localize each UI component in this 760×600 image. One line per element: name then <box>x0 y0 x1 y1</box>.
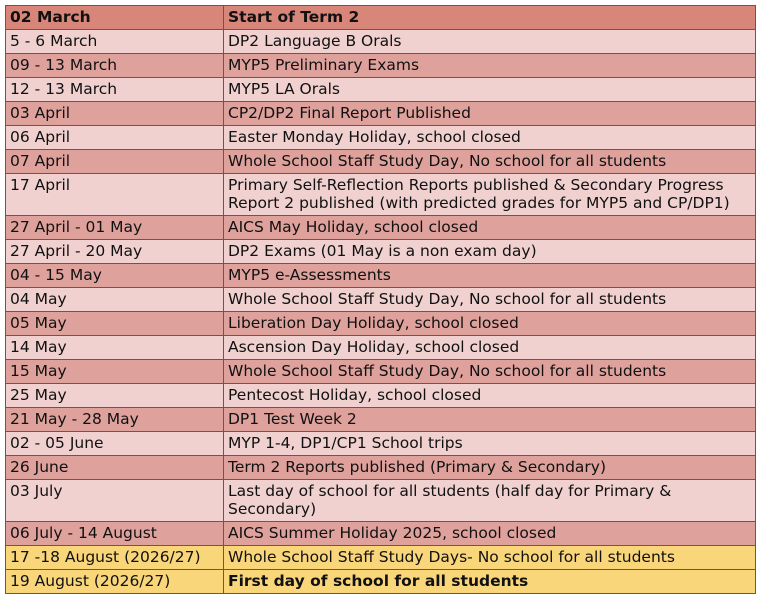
calendar-event-cell: First day of school for all students <box>224 570 756 594</box>
calendar-date-cell: 04 - 15 May <box>6 264 224 288</box>
calendar-date-cell: 06 July - 14 August <box>6 522 224 546</box>
calendar-row <box>6 174 756 216</box>
calendar-event-cell: Pentecost Holiday, school closed <box>224 384 756 408</box>
calendar-date-cell: 12 - 13 March <box>6 78 224 102</box>
calendar-row <box>6 432 756 456</box>
calendar-event-cell: Whole School Staff Study Day, No school for all students <box>224 360 756 384</box>
calendar-date-cell: 17 April <box>6 174 224 216</box>
calendar-event-cell: MYP5 e-Assessments <box>224 264 756 288</box>
calendar-date-cell: 15 May <box>6 360 224 384</box>
calendar-row <box>6 288 756 312</box>
calendar-row <box>6 6 756 30</box>
calendar-date-cell: 26 June <box>6 456 224 480</box>
calendar-date-cell: 02 March <box>6 6 224 30</box>
calendar-event-cell: Ascension Day Holiday, school closed <box>224 336 756 360</box>
calendar-date-cell: 05 May <box>6 312 224 336</box>
calendar-row <box>6 456 756 480</box>
calendar-event-cell: DP2 Exams (01 May is a non exam day) <box>224 240 756 264</box>
calendar-body <box>6 6 756 594</box>
calendar-date-cell: 03 July <box>6 480 224 522</box>
calendar-date-cell: 5 - 6 March <box>6 30 224 54</box>
calendar-row <box>6 30 756 54</box>
calendar-date-cell: 21 May - 28 May <box>6 408 224 432</box>
calendar-row <box>6 150 756 174</box>
calendar-date-cell: 19 August (2026/27) <box>6 570 224 594</box>
calendar-row <box>6 480 756 522</box>
calendar-event-cell: MYP5 LA Orals <box>224 78 756 102</box>
calendar-row <box>6 126 756 150</box>
calendar-date-cell: 03 April <box>6 102 224 126</box>
calendar-date-cell: 17 -18 August (2026/27) <box>6 546 224 570</box>
calendar-date-cell: 27 April - 20 May <box>6 240 224 264</box>
calendar-row <box>6 78 756 102</box>
calendar-event-cell: AICS May Holiday, school closed <box>224 216 756 240</box>
calendar-row <box>6 264 756 288</box>
calendar-date-cell: 02 - 05 June <box>6 432 224 456</box>
calendar-event-cell: DP2 Language B Orals <box>224 30 756 54</box>
calendar-event-cell: Start of Term 2 <box>224 6 756 30</box>
calendar-event-cell: AICS Summer Holiday 2025, school closed <box>224 522 756 546</box>
calendar-event-cell: CP2/DP2 Final Report Published <box>224 102 756 126</box>
calendar-row <box>6 384 756 408</box>
calendar-row <box>6 570 756 594</box>
calendar-date-cell: 14 May <box>6 336 224 360</box>
calendar-date-cell: 04 May <box>6 288 224 312</box>
calendar-event-cell: Term 2 Reports published (Primary & Secondary) <box>224 456 756 480</box>
calendar-date-cell: 06 April <box>6 126 224 150</box>
calendar-event-cell: DP1 Test Week 2 <box>224 408 756 432</box>
calendar-row <box>6 408 756 432</box>
calendar-event-cell: Primary Self-Reflection Reports published & Secondary Progress Report 2 published (with predicted grades for MYP5 and CP/DP1) <box>224 174 756 216</box>
calendar-row <box>6 216 756 240</box>
calendar-row <box>6 360 756 384</box>
calendar-row <box>6 522 756 546</box>
calendar-row <box>6 102 756 126</box>
calendar-event-cell: Last day of school for all students (half day for Primary & Secondary) <box>224 480 756 522</box>
calendar-event-cell: Whole School Staff Study Day, No school for all students <box>224 288 756 312</box>
calendar-date-cell: 27 April - 01 May <box>6 216 224 240</box>
calendar-event-cell: Whole School Staff Study Days- No school for all students <box>224 546 756 570</box>
calendar-row <box>6 546 756 570</box>
calendar-row <box>6 336 756 360</box>
calendar-date-cell: 09 - 13 March <box>6 54 224 78</box>
calendar-date-cell: 25 May <box>6 384 224 408</box>
calendar-event-cell: Liberation Day Holiday, school closed <box>224 312 756 336</box>
calendar-event-cell: MYP 1-4, DP1/CP1 School trips <box>224 432 756 456</box>
calendar-row <box>6 240 756 264</box>
calendar-event-cell: Easter Monday Holiday, school closed <box>224 126 756 150</box>
calendar-event-cell: MYP5 Preliminary Exams <box>224 54 756 78</box>
calendar-row <box>6 54 756 78</box>
calendar-event-cell: Whole School Staff Study Day, No school for all students <box>224 150 756 174</box>
term-calendar-table <box>5 5 756 594</box>
calendar-row <box>6 312 756 336</box>
calendar-date-cell: 07 April <box>6 150 224 174</box>
